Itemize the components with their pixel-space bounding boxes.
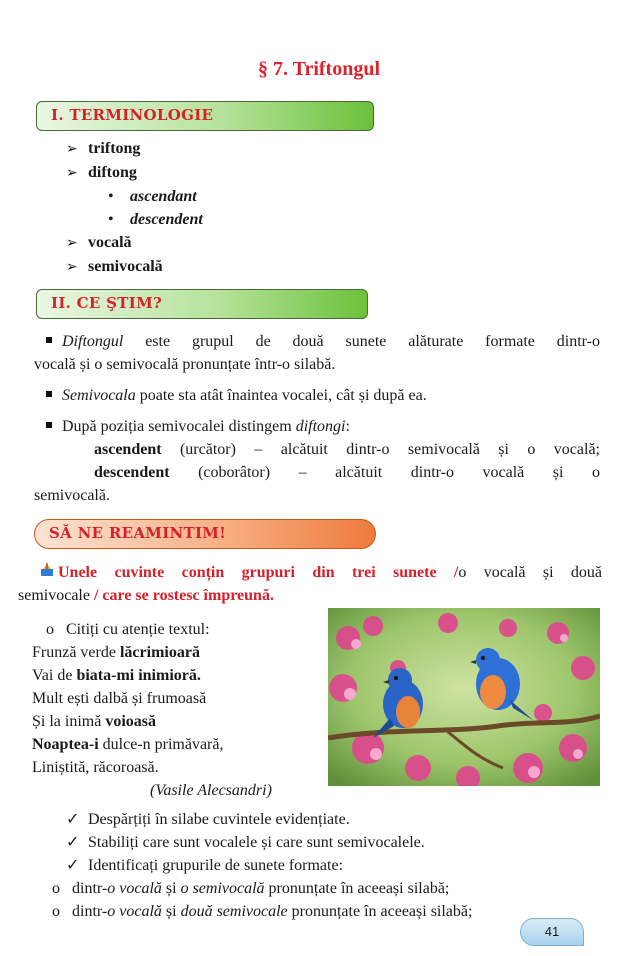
paragraph-pozitie: După poziția semivocalei distingem diftongi:	[34, 415, 600, 438]
poem-line: Frunză verde lăcrimioară	[32, 644, 200, 661]
section-heading-ce-stim	[36, 289, 368, 319]
rule-line-2: semivocale / care se rostesc împreună.	[18, 587, 274, 604]
page-number: 41	[520, 918, 584, 946]
poem-line: Liniștită, răcoroasă.	[32, 759, 159, 776]
tasks-list	[66, 808, 425, 877]
poem-line: Vai de biata-mi inimioră.	[32, 667, 201, 684]
paragraph-diftong-cont: vocală și o semivocală pronunțate într-o silabă.	[34, 356, 336, 373]
pin-icon	[40, 561, 58, 584]
paragraph-diftong: Diftongul este grupul de două sunete alăturate formate dintr-o	[34, 330, 600, 353]
square-bullet-icon	[46, 337, 52, 343]
page-title: § 7. Triftongul	[257, 58, 381, 80]
definition-ascendent: ascendent (urcător) – alcătuit dintr-o semivocală și o vocală;	[94, 441, 600, 458]
option-item: o dintr-o vocală și o semivocală pronunțate în aceeași silabă;	[52, 877, 472, 900]
circle-bullet-icon: o	[52, 880, 60, 897]
ce-stim-block	[34, 330, 600, 507]
circle-bullet-icon: o	[52, 903, 60, 920]
arrow-bullet-icon: ➢	[66, 166, 78, 181]
poem-line: Mult ești dalbă și frumoasă	[32, 690, 207, 707]
dot-bullet-icon: •	[108, 188, 114, 205]
square-bullet-icon	[46, 391, 52, 397]
checkmark-icon: ✓	[66, 811, 80, 828]
poem-author: (Vasile Alecsandri)	[150, 782, 272, 799]
square-bullet-icon	[46, 422, 52, 428]
arrow-bullet-icon: ➢	[66, 236, 78, 251]
arrow-bullet-icon: ➢	[66, 260, 78, 275]
checkmark-icon: ✓	[66, 857, 80, 874]
poem-instruction: o Citiți cu atenție textul:	[32, 618, 328, 641]
paragraph-semivocala: Semivocala poate sta atât înaintea vocalei, cât și după ea.	[34, 384, 600, 407]
arrow-bullet-icon: ➢	[66, 142, 78, 157]
subterm-item: • ascendant	[66, 185, 203, 208]
terms-list	[66, 137, 203, 279]
section-heading-label: I. TERMINOLOGIE	[51, 106, 214, 124]
rule-line-1: Unele cuvinte conțin grupuri din trei sunete /o vocală și două	[18, 561, 602, 584]
task-item: ✓ Stabiliți care sunt vocalele și care sunt semivocalele.	[66, 831, 425, 854]
section-heading-label: SĂ NE REAMINTIM!	[49, 524, 227, 542]
subterm-item: • descendent	[66, 208, 203, 231]
section-heading-sa-ne-reamintim	[34, 519, 376, 549]
options-list	[52, 877, 472, 923]
section-heading-label: II. CE ŞTIM?	[51, 294, 163, 312]
term-item: ➢ triftong	[66, 137, 203, 161]
definition-descendent: descendent (coborâtor) – alcătuit dintr-o vocală și o	[94, 464, 600, 481]
birds-photo	[328, 608, 600, 786]
section-heading-terminologie	[36, 101, 374, 131]
definition-descendent-cont: semivocală.	[34, 487, 110, 504]
rule-block	[18, 561, 602, 607]
poem-line: Și la inimă voioasă	[32, 713, 156, 730]
option-item: o dintr-o vocală și două semivocale pronunțate în aceeași silabă;	[52, 900, 472, 923]
term-item: ➢ semivocală	[66, 255, 203, 279]
term-item: ➢ diftong	[66, 161, 203, 185]
task-item: ✓ Identificați grupurile de sunete formate:	[66, 854, 425, 877]
term-item: ➢ vocală	[66, 231, 203, 255]
poem-block	[32, 618, 328, 802]
task-item: ✓ Despărțiți în silabe cuvintele evidențiate.	[66, 808, 425, 831]
dot-bullet-icon: •	[108, 211, 114, 228]
checkmark-icon: ✓	[66, 834, 80, 851]
poem-line: Noaptea-i dulce-n primăvară,	[32, 736, 224, 753]
circle-bullet-icon: o	[46, 621, 54, 638]
